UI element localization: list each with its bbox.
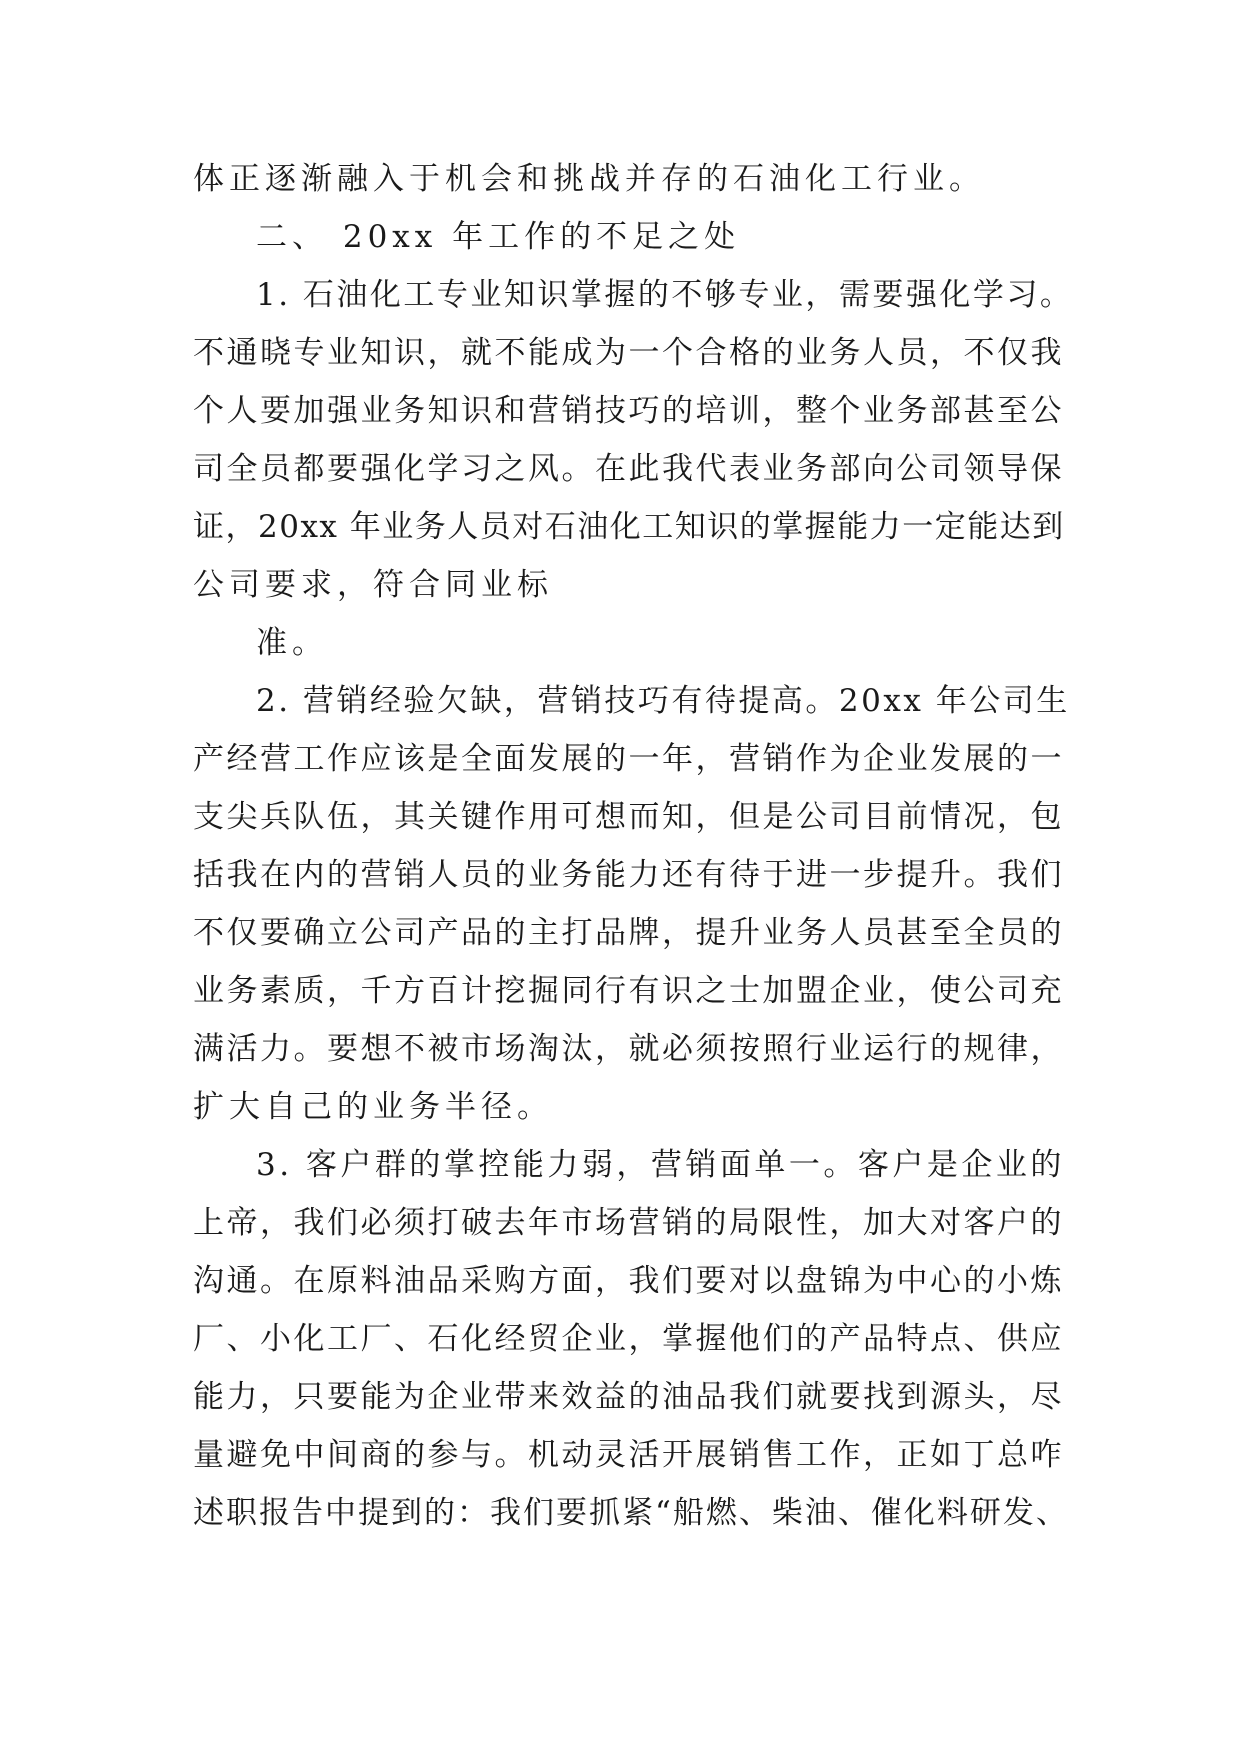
paragraph-line: 司全员都要强化学习之风。在此我代表业务部向公司领导保	[193, 451, 1064, 487]
paragraph-line: 支尖兵队伍，其关键作用可想而知，但是公司目前情况，包	[193, 799, 1064, 835]
paragraph-line: 体正逐渐融入于机会和挑战并存的石油化工行业。	[193, 161, 985, 197]
paragraph-line: 2. 营销经验欠缺，营销技巧有待提高。20xx 年公司生	[256, 683, 1070, 719]
paragraph-line: 沟通。在原料油品采购方面，我们要对以盘锦为中心的小炼	[193, 1263, 1064, 1299]
paragraph-line: 不通晓专业知识，就不能成为一个合格的业务人员，不仅我	[193, 335, 1064, 371]
paragraph-line: 厂、小化工厂、石化经贸企业，掌握他们的产品特点、供应	[193, 1321, 1064, 1357]
paragraph-line: 业务素质，千方百计挖掘同行有识之士加盟企业，使公司充	[193, 973, 1064, 1009]
paragraph-line: 上帝，我们必须打破去年市场营销的局限性，加大对客户的	[193, 1205, 1064, 1241]
paragraph-line: 量避免中间商的参与。机动灵活开展销售工作，正如丁总咋	[193, 1437, 1064, 1473]
paragraph-line: 1. 石油化工专业知识掌握的不够专业，需要强化学习。	[256, 277, 1074, 313]
section-heading: 二、 20xx 年工作的不足之处	[256, 219, 741, 255]
paragraph-line: 3. 客户群的掌控能力弱，营销面单一。客户是企业的	[256, 1147, 1065, 1183]
paragraph-line: 能力，只要能为企业带来效益的油品我们就要找到源头，尽	[193, 1379, 1064, 1415]
paragraph-line: 公司要求，符合同业标	[193, 567, 553, 603]
paragraph-line: 个人要加强业务知识和营销技巧的培训，整个业务部甚至公	[193, 393, 1064, 429]
paragraph-line: 产经营工作应该是全面发展的一年，营销作为企业发展的一	[193, 741, 1064, 777]
paragraph-line: 括我在内的营销人员的业务能力还有待于进一步提升。我们	[193, 857, 1064, 893]
paragraph-line: 证，20xx 年业务人员对石油化工知识的掌握能力一定能达到	[193, 509, 1065, 545]
paragraph-line: 满活力。要想不被市场淘汰，就必须按照行业运行的规律，	[193, 1031, 1064, 1067]
document-body	[193, 150, 1073, 1542]
paragraph-line: 准。	[256, 625, 328, 661]
paragraph-line: 不仅要确立公司产品的主打品牌，提升业务人员甚至全员的	[193, 915, 1064, 951]
paragraph-line: 述职报告中提到的：我们要抓紧“船燃、柴油、催化料研发、	[193, 1495, 1069, 1531]
paragraph-line: 扩大自己的业务半径。	[193, 1089, 553, 1125]
